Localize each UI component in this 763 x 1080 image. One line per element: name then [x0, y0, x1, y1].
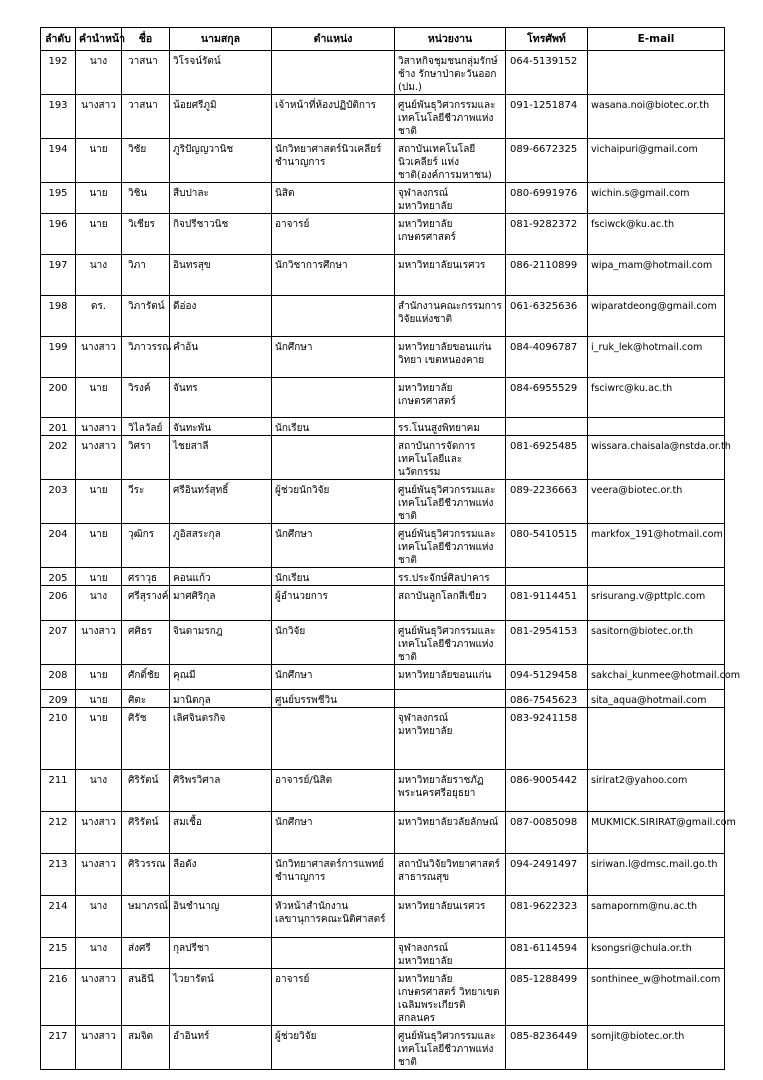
table-row	[41, 969, 725, 1026]
cell-position: นักเรียน	[272, 568, 395, 586]
cell-phone: 086-9005442	[506, 770, 588, 812]
cell-no: 215	[41, 938, 76, 969]
cell-phone: 094-2491497	[506, 854, 588, 896]
table-row	[41, 1026, 725, 1070]
cell-first-name: วิภารัตน์	[122, 296, 170, 337]
cell-no: 193	[41, 95, 76, 139]
cell-email: wissara.chaisala@nstda.or.th	[588, 436, 725, 480]
cell-first-name: วิรงค์	[122, 378, 170, 418]
cell-last-name: ศรีอินทร์สุทธิ์	[170, 480, 272, 524]
cell-last-name: จินดามรกฎ	[170, 621, 272, 665]
cell-no: 205	[41, 568, 76, 586]
cell-no: 209	[41, 690, 76, 708]
table-row	[41, 621, 725, 665]
cell-organization: สถาบันการจัดการ เทคโนโลยีและนวัตกรรม	[395, 436, 506, 480]
cell-phone: 080-6991976	[506, 183, 588, 214]
cell-no: 200	[41, 378, 76, 418]
table-row	[41, 938, 725, 969]
table-body	[41, 51, 741, 1070]
header-email: E-mail	[588, 28, 725, 51]
header-position: ตำแหน่ง	[272, 28, 395, 51]
cell-title: นางสาว	[76, 621, 122, 665]
cell-organization: มหาวิทยาลัยเกษตรศาสตร์	[395, 378, 506, 418]
cell-position: นักเรียน	[272, 418, 395, 436]
cell-email: sasitorn@biotec.or.th	[588, 621, 725, 665]
cell-last-name: ภูริปัญญวานิช	[170, 139, 272, 183]
table-row	[41, 337, 725, 378]
cell-last-name: ไวยารัตน์	[170, 969, 272, 1026]
cell-position: นักศึกษา	[272, 524, 395, 568]
cell-last-name: ลือดัง	[170, 854, 272, 896]
cell-position: นักวิทยาศาสตร์การแพทย์ ชำนาญการ	[272, 854, 395, 896]
table-row	[41, 568, 725, 586]
table-row	[41, 255, 725, 296]
cell-position: นักวิชาการศึกษา	[272, 255, 395, 296]
cell-organization: ศูนย์พันธุวิศวกรรมและ เทคโนโลยีชีวภาพแห่งชาติ	[395, 95, 506, 139]
cell-phone: 091-1251874	[506, 95, 588, 139]
cell-email: somjit@biotec.or.th	[588, 1026, 725, 1070]
cell-first-name: วิชัย	[122, 139, 170, 183]
cell-first-name: วีระ	[122, 480, 170, 524]
cell-phone: 084-4096787	[506, 337, 588, 378]
cell-last-name: อินทรสุข	[170, 255, 272, 296]
cell-position	[272, 436, 395, 480]
cell-phone: 081-2954153	[506, 621, 588, 665]
cell-last-name: มาศศิริกุล	[170, 586, 272, 621]
cell-organization: ศูนย์พันธุวิศวกรรมและ เทคโนโลยีชีวภาพแห่งชาติ	[395, 480, 506, 524]
cell-first-name: วิภาวรรณ	[122, 337, 170, 378]
cell-email: samapornm@nu.ac.th	[588, 896, 725, 938]
cell-first-name: วิภา	[122, 255, 170, 296]
cell-no: 196	[41, 214, 76, 255]
cell-phone: 089-6672325	[506, 139, 588, 183]
cell-no: 198	[41, 296, 76, 337]
cell-title: นาย	[76, 214, 122, 255]
header-title: คำนำหน้า	[76, 28, 122, 51]
cell-organization: มหาวิทยาลัยนเรศวร	[395, 896, 506, 938]
cell-last-name: น้อยศรีภูมิ	[170, 95, 272, 139]
cell-title: นาย	[76, 665, 122, 690]
cell-organization: มหาวิทยาลัยนเรศวร	[395, 255, 506, 296]
cell-organization: ศูนย์พันธุวิศวกรรมและ เทคโนโลยีชีวภาพแห่งชาติ	[395, 621, 506, 665]
header-last-name: นามสกุล	[170, 28, 272, 51]
cell-email: sonthinee_w@hotmail.com	[588, 969, 725, 1026]
cell-title: นาง	[76, 255, 122, 296]
cell-position: นิสิต	[272, 183, 395, 214]
cell-title: นางสาว	[76, 436, 122, 480]
cell-phone: 081-9114451	[506, 586, 588, 621]
cell-last-name: ศิริพรวิศาล	[170, 770, 272, 812]
cell-phone: 086-2110899	[506, 255, 588, 296]
cell-title: นาย	[76, 378, 122, 418]
header-row	[41, 28, 725, 51]
cell-title: นาย	[76, 524, 122, 568]
cell-organization: มหาวิทยาลัยขอนแก่น	[395, 665, 506, 690]
cell-title: นาย	[76, 139, 122, 183]
table-row	[41, 436, 725, 480]
cell-position: หัวหน้าสำนักงาน เลขานุการคณะนิติศาสตร์	[272, 896, 395, 938]
header-no: ลำดับ	[41, 28, 76, 51]
table-row	[41, 586, 725, 621]
cell-first-name: สมจิต	[122, 1026, 170, 1070]
cell-email	[588, 51, 725, 95]
cell-position	[272, 296, 395, 337]
cell-position: นักวิจัย	[272, 621, 395, 665]
cell-first-name: ศิริวรรณ	[122, 854, 170, 896]
cell-first-name: ศิริรัตน์	[122, 812, 170, 854]
cell-position	[272, 708, 395, 770]
cell-phone: 081-6114594	[506, 938, 588, 969]
cell-title: นาย	[76, 690, 122, 708]
cell-first-name: ศศิธร	[122, 621, 170, 665]
cell-first-name: ศิรัช	[122, 708, 170, 770]
cell-last-name: อินชำนาญ	[170, 896, 272, 938]
cell-phone: 061-6325636	[506, 296, 588, 337]
cell-no: 210	[41, 708, 76, 770]
cell-email: sirirat2@yahoo.com	[588, 770, 725, 812]
cell-position: นักศึกษา	[272, 812, 395, 854]
cell-title: นางสาว	[76, 337, 122, 378]
cell-organization: สถาบันวิจัยวิทยาศาสตร์ สาธารณสุข	[395, 854, 506, 896]
cell-email	[588, 418, 725, 436]
cell-email: ksongsri@chula.or.th	[588, 938, 725, 969]
cell-phone: 081-9622323	[506, 896, 588, 938]
cell-email	[588, 708, 725, 770]
cell-email: MUKMICK.SIRIRAT@gmail.com	[588, 812, 725, 854]
cell-organization: สถาบันเทคโนโลยีนิวเคลียร์ แห่งชาติ(องค์การมหาชน)	[395, 139, 506, 183]
table-row	[41, 690, 725, 708]
cell-last-name: มานิตกุล	[170, 690, 272, 708]
cell-position: ศูนย์บรรพชีวิน	[272, 690, 395, 708]
cell-organization: มหาวิทยาลัยเกษตรศาสตร์	[395, 214, 506, 255]
cell-position	[272, 51, 395, 95]
cell-last-name: จันทะพัน	[170, 418, 272, 436]
cell-organization: มหาวิทยาลัยราชภัฏ พระนครศรีอยุธยา	[395, 770, 506, 812]
cell-first-name: วิชิน	[122, 183, 170, 214]
cell-last-name: สืบปาละ	[170, 183, 272, 214]
cell-title: นาย	[76, 708, 122, 770]
cell-phone: 087-0085098	[506, 812, 588, 854]
table-row	[41, 378, 725, 418]
table-row	[41, 770, 725, 812]
cell-first-name: ศราวุธ	[122, 568, 170, 586]
cell-phone: 064-5139152	[506, 51, 588, 95]
cell-organization: จุฬาลงกรณ์มหาวิทยาลัย	[395, 938, 506, 969]
cell-no: 199	[41, 337, 76, 378]
header-organization: หน่วยงาน	[395, 28, 506, 51]
table-row	[41, 480, 725, 524]
cell-organization	[395, 690, 506, 708]
cell-last-name: คุณมี	[170, 665, 272, 690]
table-row	[41, 139, 725, 183]
cell-last-name: เลิศจินตรกิจ	[170, 708, 272, 770]
cell-organization: จุฬาลงกรณ์มหาวิทยาลัย	[395, 183, 506, 214]
cell-phone: 084-6955529	[506, 378, 588, 418]
table-row	[41, 214, 725, 255]
cell-last-name: จันทร	[170, 378, 272, 418]
cell-first-name: วาสนา	[122, 95, 170, 139]
cell-phone	[506, 418, 588, 436]
cell-title: นาย	[76, 183, 122, 214]
header-phone: โทรศัพท์	[506, 28, 588, 51]
cell-title: นางสาว	[76, 969, 122, 1026]
cell-phone: 081-6925485	[506, 436, 588, 480]
cell-organization: รร.โนนสูงพิทยาคม	[395, 418, 506, 436]
table-row	[41, 708, 725, 770]
cell-email: wasana.noi@biotec.or.th	[588, 95, 725, 139]
table-row	[41, 183, 725, 214]
cell-position: ผู้ช่วยนักวิจัย	[272, 480, 395, 524]
table-row	[41, 524, 725, 568]
cell-position: นักวิทยาศาสตร์นิวเคลียร์ ชำนาญการ	[272, 139, 395, 183]
cell-phone: 089-2236663	[506, 480, 588, 524]
cell-phone: 081-9282372	[506, 214, 588, 255]
cell-first-name: วิเชียร	[122, 214, 170, 255]
cell-title: นาง	[76, 770, 122, 812]
cell-no: 207	[41, 621, 76, 665]
cell-position: ผู้ช่วยวิจัย	[272, 1026, 395, 1070]
cell-last-name: วิโรจน์รัตน์	[170, 51, 272, 95]
cell-first-name: ศิริรัตน์	[122, 770, 170, 812]
cell-title: นาง	[76, 938, 122, 969]
cell-email: wichin.s@gmail.com	[588, 183, 725, 214]
cell-email: veera@biotec.or.th	[588, 480, 725, 524]
table-row	[41, 812, 725, 854]
cell-first-name: ศักดิ์ชัย	[122, 665, 170, 690]
cell-organization: ศูนย์พันธุวิศวกรรมและ เทคโนโลยีชีวภาพแห่งชาติ	[395, 1026, 506, 1070]
cell-no: 203	[41, 480, 76, 524]
cell-title: นางสาว	[76, 1026, 122, 1070]
cell-phone: 085-8236449	[506, 1026, 588, 1070]
cell-title: นางสาว	[76, 95, 122, 139]
cell-email: siriwan.l@dmsc.mail.go.th	[588, 854, 725, 896]
cell-phone: 080-5410515	[506, 524, 588, 568]
cell-first-name: ศรีสุรางค์	[122, 586, 170, 621]
cell-phone: 094-5129458	[506, 665, 588, 690]
cell-position	[272, 938, 395, 969]
table-row	[41, 418, 725, 436]
cell-first-name: วุฒิกร	[122, 524, 170, 568]
cell-title: นาง	[76, 586, 122, 621]
cell-organization: สถาบันลูกโลกสีเขียว	[395, 586, 506, 621]
cell-position: ผู้อำนวยการ	[272, 586, 395, 621]
table-row	[41, 296, 725, 337]
cell-phone	[506, 568, 588, 586]
cell-last-name: ภูอิสสระกุล	[170, 524, 272, 568]
cell-no: 192	[41, 51, 76, 95]
cell-title: นางสาว	[76, 812, 122, 854]
cell-email: wiparatdeong@gmail.com	[588, 296, 725, 337]
cell-position: นักศึกษา	[272, 337, 395, 378]
cell-first-name: ศิตะ	[122, 690, 170, 708]
cell-phone: 086-7545623	[506, 690, 588, 708]
cell-first-name: วิไลวัลย์	[122, 418, 170, 436]
cell-title: ดร.	[76, 296, 122, 337]
cell-email: sita_aqua@hotmail.com	[588, 690, 725, 708]
cell-organization: มหาวิทยาลัยเกษตรศาสตร์ วิทยาเขตเฉลิมพระเกียรติ สกลนคร	[395, 969, 506, 1026]
cell-position: อาจารย์	[272, 969, 395, 1026]
cell-email: sakchai_kunmee@hotmail.com	[588, 665, 725, 690]
header-first-name: ชื่อ	[122, 28, 170, 51]
cell-no: 211	[41, 770, 76, 812]
table-row	[41, 854, 725, 896]
cell-no: 204	[41, 524, 76, 568]
cell-position	[272, 378, 395, 418]
table-row	[41, 896, 725, 938]
cell-last-name: ดีอ่อง	[170, 296, 272, 337]
cell-no: 201	[41, 418, 76, 436]
cell-no: 194	[41, 139, 76, 183]
cell-no: 202	[41, 436, 76, 480]
cell-organization: มหาวิทยาลัยวลัยลักษณ์	[395, 812, 506, 854]
cell-title: นาง	[76, 896, 122, 938]
cell-last-name: อำอินทร์	[170, 1026, 272, 1070]
cell-title: นาง	[76, 51, 122, 95]
table-row	[41, 95, 725, 139]
cell-organization: รร.ประจักษ์ศิลปาคาร	[395, 568, 506, 586]
cell-organization: จุฬาลงกรณ์มหาวิทยาลัย	[395, 708, 506, 770]
cell-no: 206	[41, 586, 76, 621]
cell-organization: สำนักงานคณะกรรมการ วิจัยแห่งชาติ	[395, 296, 506, 337]
cell-organization: วิสาหกิจชุมชนกลุ่มรักษ์ช้าง รักษาป่าตะวันออก (ปม.)	[395, 51, 506, 95]
cell-no: 212	[41, 812, 76, 854]
cell-position: เจ้าหน้าที่ห้องปฏิบัติการ	[272, 95, 395, 139]
cell-position: อาจารย์	[272, 214, 395, 255]
cell-phone: 085-1288499	[506, 969, 588, 1026]
cell-organization: มหาวิทยาลัยขอนแก่น วิทยา เขตหนองคาย	[395, 337, 506, 378]
cell-title: นางสาว	[76, 854, 122, 896]
cell-title: นางสาว	[76, 418, 122, 436]
cell-last-name: กุลปรีชา	[170, 938, 272, 969]
participants-table	[40, 27, 741, 1070]
cell-email: i_ruk_lek@hotmail.com	[588, 337, 725, 378]
cell-first-name: วิศรา	[122, 436, 170, 480]
table-row	[41, 51, 725, 95]
cell-position: อาจารย์/นิสิต	[272, 770, 395, 812]
cell-first-name: สนธินี	[122, 969, 170, 1026]
cell-email: fsciwck@ku.ac.th	[588, 214, 725, 255]
cell-title: นาย	[76, 568, 122, 586]
cell-no: 216	[41, 969, 76, 1026]
cell-title: นาย	[76, 480, 122, 524]
cell-last-name: คำอ้น	[170, 337, 272, 378]
cell-email: vichaipuri@gmail.com	[588, 139, 725, 183]
cell-phone: 083-9241158	[506, 708, 588, 770]
cell-email: srisurang.v@pttplc.com	[588, 586, 725, 621]
cell-email	[588, 568, 725, 586]
cell-last-name: คอนแก้ว	[170, 568, 272, 586]
table-row	[41, 665, 725, 690]
cell-last-name: กิจปรีชาวนิช	[170, 214, 272, 255]
cell-organization: ศูนย์พันธุวิศวกรรมและ เทคโนโลยีชีวภาพแห่งชาติ	[395, 524, 506, 568]
cell-no: 217	[41, 1026, 76, 1070]
cell-no: 197	[41, 255, 76, 296]
cell-no: 213	[41, 854, 76, 896]
cell-no: 214	[41, 896, 76, 938]
cell-email: wipa_mam@hotmail.com	[588, 255, 725, 296]
cell-email: markfox_191@hotmail.com	[588, 524, 725, 568]
cell-last-name: สมเชื้อ	[170, 812, 272, 854]
cell-no: 195	[41, 183, 76, 214]
cell-position: นักศึกษา	[272, 665, 395, 690]
cell-first-name: วาสนา	[122, 51, 170, 95]
cell-first-name: ส่งศรี	[122, 938, 170, 969]
cell-last-name: ไชยสาลี	[170, 436, 272, 480]
cell-email: fsciwrc@ku.ac.th	[588, 378, 725, 418]
cell-no: 208	[41, 665, 76, 690]
cell-first-name: ษมาภรณ์	[122, 896, 170, 938]
